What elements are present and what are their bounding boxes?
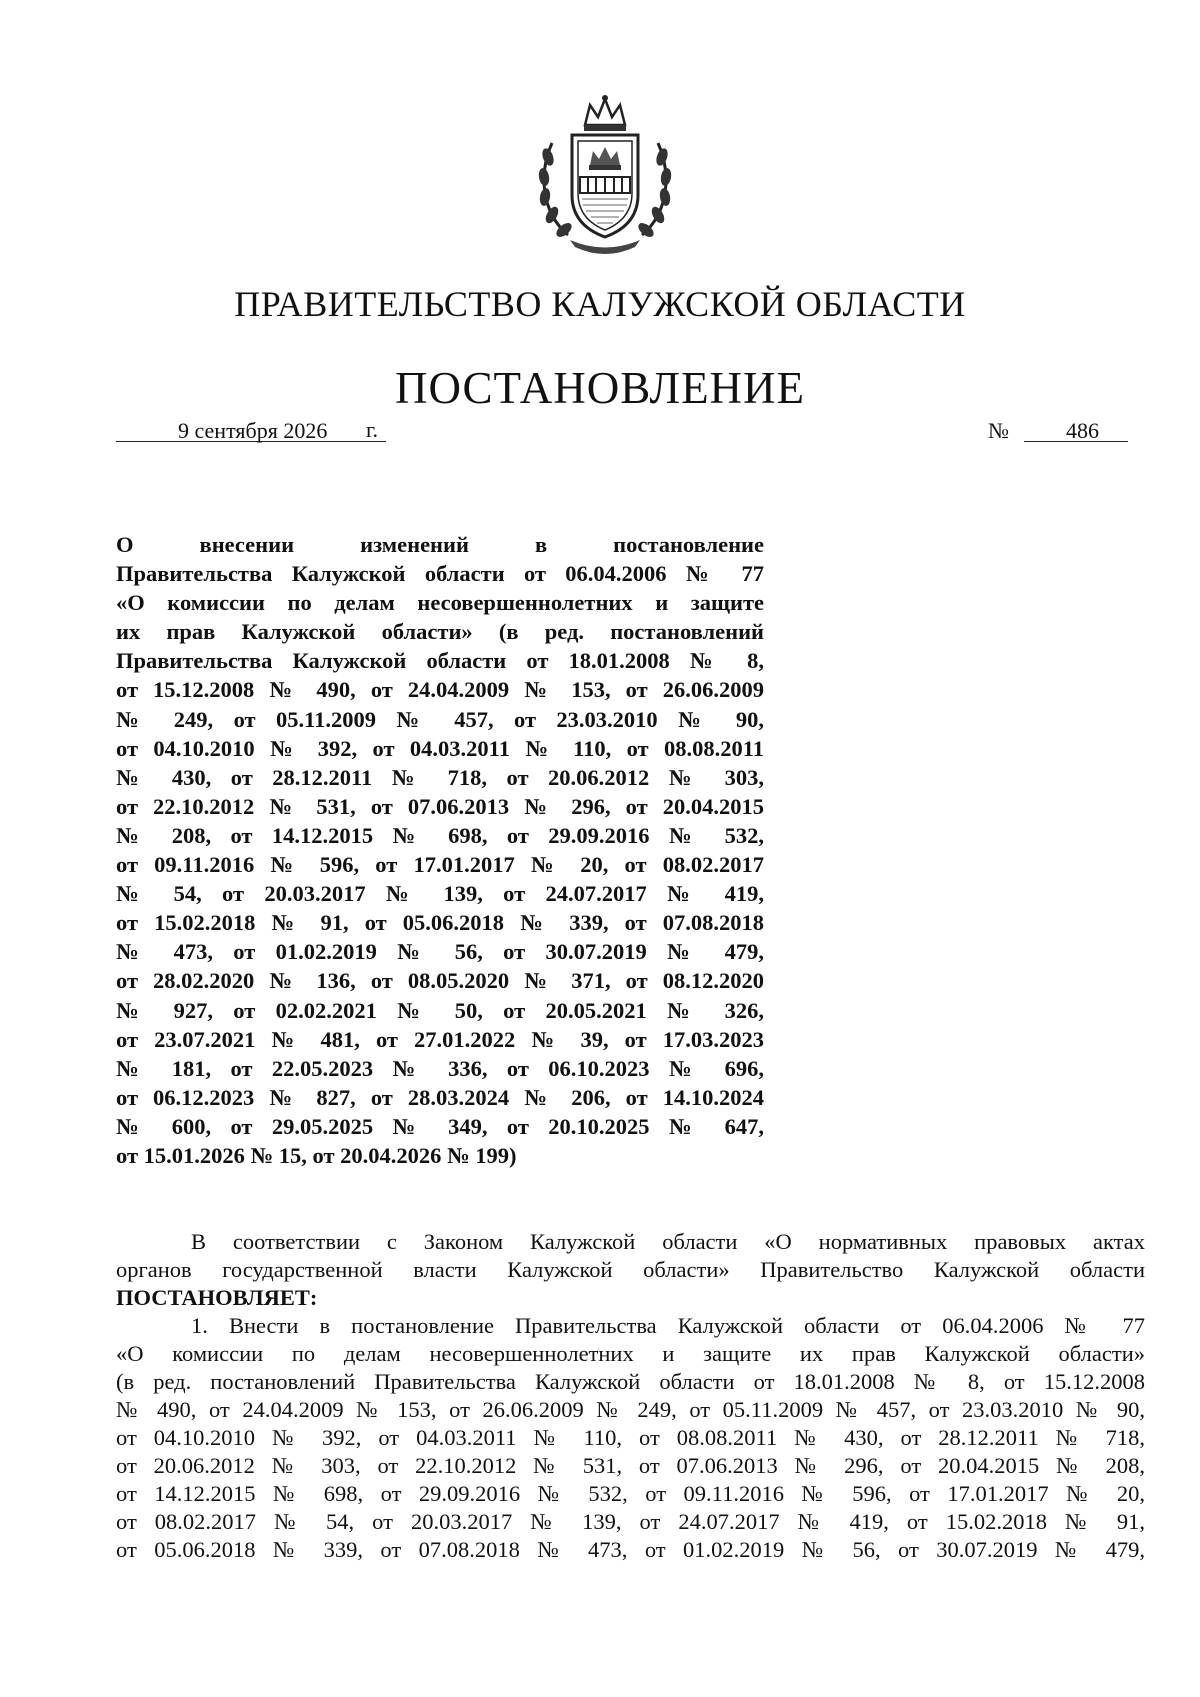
item-line: от 14.12.2015 № 698, от 29.09.2016 № 532, от 09.11.2016 № 596, от 17.01.2017 № 20, — [116, 1481, 1145, 1506]
date-value: 9 сентября 2026 — [178, 418, 328, 443]
title-line: от 15.01.2026 № 15, от 20.04.2026 № 199) — [116, 1142, 517, 1168]
number-value: 486 — [1066, 418, 1099, 443]
document-number — [988, 416, 1128, 444]
title-line: от 06.12.2023 № 827, от 28.03.2024 № 206, от 14.10.2024 — [116, 1084, 764, 1110]
item-line: «О комиссии по делам несовершеннолетних и защите их прав Калужской области» — [116, 1341, 1145, 1366]
title-line: № 473, от 01.02.2019 № 56, от 30.07.2019 № 479, — [116, 939, 764, 965]
document-title — [116, 530, 764, 1170]
organization-name: ПРАВИТЕЛЬСТВО КАЛУЖСКОЙ ОБЛАСТИ — [234, 284, 966, 324]
title-line: Правительства Калужской области от 18.01.2008 № 8, — [116, 648, 764, 674]
title-line: от 15.12.2008 № 490, от 24.04.2009 № 153, от 26.06.2009 — [116, 677, 764, 703]
number-sign: № — [988, 418, 1009, 443]
date-suffix: г. — [366, 417, 379, 442]
title-line: № 181, от 22.05.2023 № 336, от 06.10.2023 № 696, — [116, 1055, 764, 1081]
title-line: их прав Калужской области» (в ред. постановлений — [116, 619, 764, 645]
kaluga-coat-of-arms-icon — [530, 95, 680, 260]
preamble-line: органов государственной власти Калужской области» Правительство Калужской области — [116, 1257, 1145, 1282]
document-body — [116, 1228, 1145, 1564]
title-line: «О комиссии по делам несовершеннолетних и защите — [116, 590, 764, 616]
document-date — [116, 416, 386, 444]
title-line: от 22.10.2012 № 531, от 07.06.2013 № 296, от 20.04.2015 — [116, 793, 764, 819]
title-line: № 600, от 29.05.2025 № 349, от 20.10.2025 № 647, — [116, 1113, 764, 1139]
title-line: № 208, от 14.12.2015 № 698, от 29.09.2016 № 532, — [116, 822, 764, 848]
decree-word-text: ПОСТАНОВЛЯЕТ: — [116, 1285, 318, 1310]
title-line: О внесении изменений в постановление — [116, 532, 764, 557]
title-line: № 249, от 05.11.2009 № 457, от 23.03.2010 № 90, — [116, 706, 764, 732]
title-line: № 430, от 28.12.2011 № 718, от 20.06.2012 № 303, — [116, 764, 764, 790]
item-line: от 05.06.2018 № 339, от 07.08.2018 № 473, от 01.02.2019 № 56, от 30.07.2019 № 479, — [116, 1537, 1145, 1562]
title-line: № 54, от 20.03.2017 № 139, от 24.07.2017 № 419, — [116, 881, 764, 907]
title-line: Правительства Калужской области от 06.04.2006 № 77 — [116, 561, 764, 587]
preamble-line: В соответствии с Законом Калужской области «О нормативных правовых актах — [191, 1229, 1145, 1254]
item-line: от 08.02.2017 № 54, от 20.03.2017 № 139, от 24.07.2017 № 419, от 15.02.2018 № 91, — [116, 1509, 1145, 1534]
title-line: от 04.10.2010 № 392, от 04.03.2011 № 110, от 08.08.2011 — [116, 735, 764, 761]
title-line: № 927, от 02.02.2021 № 50, от 20.05.2021 № 326, — [116, 997, 764, 1023]
item-line: от 20.06.2012 № 303, от 22.10.2012 № 531, от 07.06.2013 № 296, от 20.04.2015 № 208, — [116, 1453, 1145, 1478]
decree-word — [116, 1284, 1145, 1312]
document-type: ПОСТАНОВЛЕНИЕ — [394, 363, 806, 413]
item-line: № 490, от 24.04.2009 № 153, от 26.06.2009 № 249, от 05.11.2009 № 457, от 23.03.2010 № 90, — [116, 1397, 1145, 1422]
title-line: от 28.02.2020 № 136, от 08.05.2020 № 371, от 08.12.2020 — [116, 968, 764, 994]
item-line: (в ред. постановлений Правительства Калужской области от 18.01.2008 № 8, от 15.12.2008 — [116, 1369, 1145, 1394]
title-line: от 23.07.2021 № 481, от 27.01.2022 № 39, от 17.03.2023 — [116, 1026, 764, 1052]
item-line: 1. Внести в постановление Правительства Калужской области от 06.04.2006 № 77 — [191, 1313, 1145, 1338]
title-line: от 09.11.2016 № 596, от 17.01.2017 № 20, от 08.02.2017 — [116, 852, 764, 878]
title-line: от 15.02.2018 № 91, от 05.06.2018 № 339, от 07.08.2018 — [116, 910, 764, 936]
item-line: от 04.10.2010 № 392, от 04.03.2011 № 110, от 08.08.2011 № 430, от 28.12.2011 № 718, — [116, 1425, 1145, 1450]
